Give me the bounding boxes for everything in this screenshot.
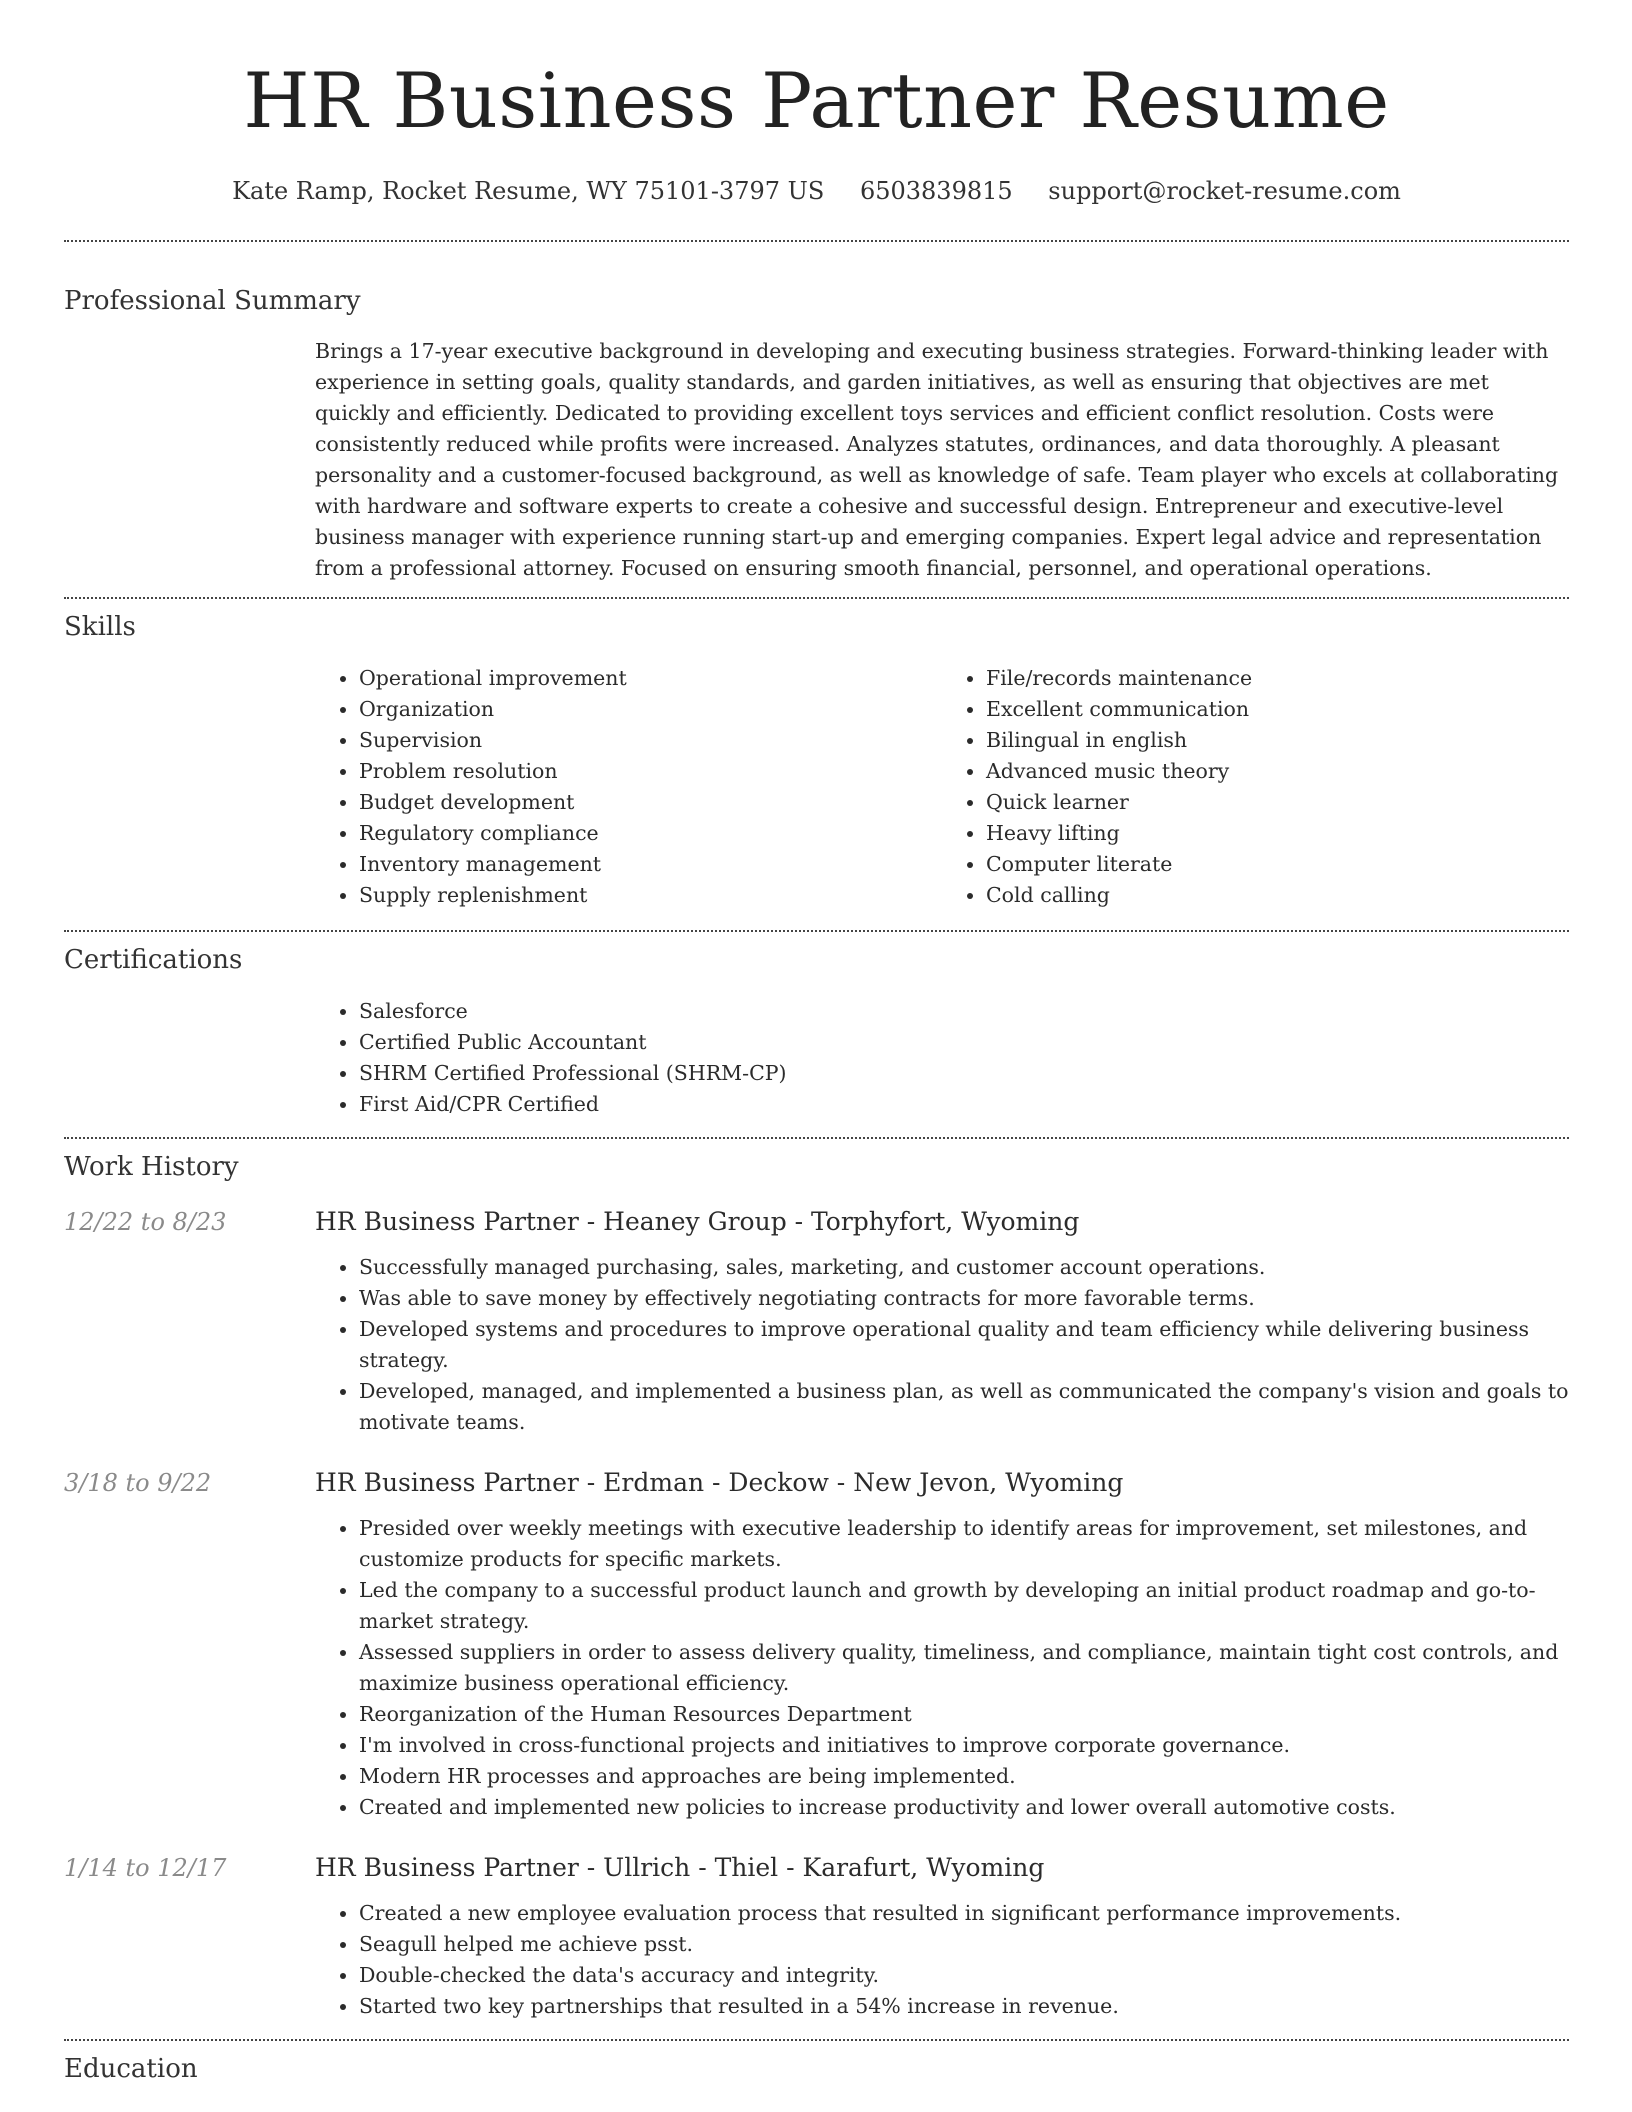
list-item: • Modern HR processes and approaches are being implemented. <box>359 1761 1569 1792</box>
contact-line <box>64 176 1569 206</box>
list-item: • File/records maintenance <box>986 663 1569 694</box>
job-dates: 3/18 to 9/22 <box>64 1469 212 1497</box>
skills-heading: Skills <box>64 612 136 642</box>
section-divider <box>64 597 1569 599</box>
job-title: HR Business Partner - Ullrich - Thiel - Karafurt, Wyoming <box>315 1853 1045 1882</box>
list-item: • Created a new employee evaluation process that resulted in significant performance improvements. <box>359 1898 1569 1929</box>
summary-content <box>315 336 1569 584</box>
list-item: • Presided over weekly meetings with executive leadership to identify areas for improvement, set milestones, and customize products for specific markets. <box>359 1513 1569 1575</box>
list-item: • Salesforce <box>359 996 1569 1027</box>
skills-list-left <box>315 663 942 911</box>
contact-address: Kate Ramp, Rocket Resume, WY 75101-3797 US <box>232 177 825 205</box>
skills-content <box>315 663 1569 911</box>
job-entry <box>64 1852 1569 2022</box>
job-bullets <box>315 1252 1569 1438</box>
job-bullet-list <box>315 1513 1569 1823</box>
work-history-section <box>64 1151 1569 2022</box>
list-item: • First Aid/CPR Certified <box>359 1089 1569 1120</box>
list-item: • Bilingual in english <box>986 725 1569 756</box>
list-item: • SHRM Certified Professional (SHRM-CP) <box>359 1058 1569 1089</box>
summary-text: Brings a 17-year executive background in developing and executing business strategies. Forward-thinking leader with experience in setting goals, quality standards, and garden initiatives, as well as ensuring that objectives are met quickly and efficiently. Dedicated to providing excellent toys services and efficient conflict resolution. Costs were consistently reduced while profits were increased. Analyzes statutes, ordinances, and data thoroughly. A pleasant personality and a customer-focused background, as well as knowledge of safe. Team player who excels at collaborating with hardware and software experts to create a cohesive and successful design. Entrepreneur and executive-level business manager with experience running start-up and emerging companies. Expert legal advice and representation from a professional attorney. Focused on ensuring smooth financial, personnel, and operational operations. <box>315 339 1559 580</box>
list-item: • Double-checked the data's accuracy and integrity. <box>359 1960 1569 1991</box>
certifications-list <box>315 996 1569 1120</box>
education-heading: Education <box>64 2054 198 2084</box>
section-divider <box>64 2039 1569 2041</box>
summary-heading: Professional Summary <box>64 286 361 316</box>
list-item: • Supervision <box>359 725 942 756</box>
job-entry <box>64 1467 1569 1823</box>
skills-section <box>64 611 1569 911</box>
list-item: • I'm involved in cross-functional projects and initiatives to improve corporate governance. <box>359 1730 1569 1761</box>
list-item: • Assessed suppliers in order to assess delivery quality, timeliness, and compliance, maintain tight cost controls, and maximize business operational efficiency. <box>359 1637 1569 1699</box>
skills-list-right <box>942 663 1569 911</box>
list-item: • Inventory management <box>359 849 942 880</box>
list-item: • Successfully managed purchasing, sales, marketing, and customer account operations. <box>359 1252 1569 1283</box>
resume-page <box>64 0 1569 2085</box>
list-item: • Reorganization of the Human Resources Department <box>359 1699 1569 1730</box>
list-item: • Advanced music theory <box>986 756 1569 787</box>
section-divider <box>64 240 1569 242</box>
contact-email: support@rocket-resume.com <box>1048 177 1401 205</box>
certifications-heading: Certifications <box>64 945 243 975</box>
list-item: • Budget development <box>359 787 942 818</box>
education-section <box>64 2053 1569 2085</box>
certifications-content <box>315 996 1569 1120</box>
list-item: • Organization <box>359 694 942 725</box>
job-bullets <box>315 1513 1569 1823</box>
work-history-heading: Work History <box>64 1152 239 1182</box>
job-bullet-list <box>315 1252 1569 1438</box>
job-dates: 1/14 to 12/17 <box>64 1854 227 1882</box>
list-item: • Operational improvement <box>359 663 942 694</box>
job-entry <box>64 1206 1569 1438</box>
job-title: HR Business Partner - Erdman - Deckow - New Jevon, Wyoming <box>315 1468 1124 1497</box>
list-item: • Supply replenishment <box>359 880 942 911</box>
summary-section <box>64 285 1569 584</box>
job-dates: 12/22 to 8/23 <box>64 1208 227 1236</box>
job-bullet-list <box>315 1898 1569 2022</box>
list-item: • Computer literate <box>986 849 1569 880</box>
resume-title: HR Business Partner Resume <box>243 56 1390 145</box>
list-item: • Problem resolution <box>359 756 942 787</box>
list-item: • Cold calling <box>986 880 1569 911</box>
contact-phone: 6503839815 <box>859 177 1013 205</box>
section-divider <box>64 930 1569 932</box>
certifications-section <box>64 944 1569 1120</box>
list-item: • Regulatory compliance <box>359 818 942 849</box>
job-title: HR Business Partner - Heaney Group - Torphyfort, Wyoming <box>315 1207 1080 1236</box>
job-bullets <box>315 1898 1569 2022</box>
list-item: • Excellent communication <box>986 694 1569 725</box>
list-item: • Heavy lifting <box>986 818 1569 849</box>
list-item: • Created and implemented new policies to increase productivity and lower overall automotive costs. <box>359 1792 1569 1823</box>
list-item: • Developed systems and procedures to improve operational quality and team efficiency while delivering business strategy. <box>359 1314 1569 1376</box>
section-divider <box>64 1137 1569 1139</box>
list-item: • Led the company to a successful product launch and growth by developing an initial product roadmap and go-to-market strategy. <box>359 1575 1569 1637</box>
list-item: • Certified Public Accountant <box>359 1027 1569 1058</box>
list-item: • Seagull helped me achieve psst. <box>359 1929 1569 1960</box>
list-item: • Was able to save money by effectively negotiating contracts for more favorable terms. <box>359 1283 1569 1314</box>
list-item: • Developed, managed, and implemented a business plan, as well as communicated the company's vision and goals to motivate teams. <box>359 1376 1569 1438</box>
list-item: • Started two key partnerships that resulted in a 54% increase in revenue. <box>359 1991 1569 2022</box>
list-item: • Quick learner <box>986 787 1569 818</box>
